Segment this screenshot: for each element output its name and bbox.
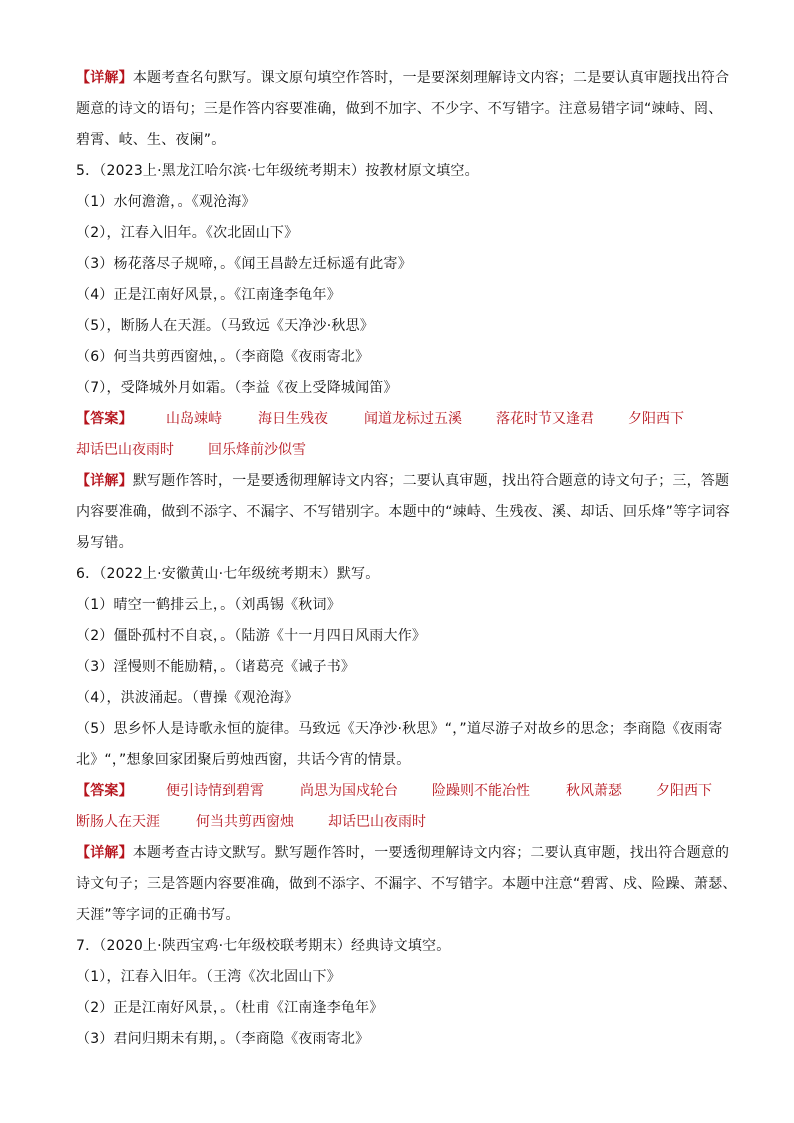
q6-answer-5: 夕阳西下	[656, 783, 712, 799]
q6-item-5-cont: 北》“，”想象回家团聚后剪烛西窗，共话今宵的情景。	[76, 752, 411, 768]
q6-answer-2: 尚思为国戍轮台	[300, 783, 398, 799]
q6-answer-6: 断肠人在天涯	[76, 814, 160, 830]
q6-item-3: （3）淫慢则不能励精，。（诸葛亮《诫子书》	[76, 659, 356, 675]
q7-title: 7．（2020上·陕西宝鸡·七年级校联考期末）经典诗文填空。	[76, 938, 451, 954]
q5-answer-tag: 【答案】	[76, 411, 133, 427]
q6-answer-3: 险躁则不能冶性	[432, 783, 530, 799]
q6-answer-4: 秋风萧瑟	[566, 783, 622, 799]
q5-detail-line-3: 易写错。	[76, 535, 133, 551]
q4-detail-line-3: 碧霄、岐、生、夜阑”。	[76, 132, 226, 148]
q5-title: 5．（2023上·黑龙江哈尔滨·七年级统考期末）按教材原文填空。	[76, 163, 479, 179]
q5-answer-6: 却话巴山夜雨时	[76, 442, 174, 458]
q6-item-1: （1）晴空一鹤排云上，。（刘禹锡《秋词》	[76, 597, 341, 613]
q5-detail-line-2: 内容要准确，做到不添字、不漏字、不写错别字。本题中的“竦峙、生残夜、溪、却话、回乐烽”等字词容	[76, 504, 730, 520]
q6-item-5: （5）思乡怀人是诗歌永恒的旋律。马致远《天净沙·秋思》“，”道尽游子对故乡的思念；李商隐《夜雨寄	[76, 721, 723, 737]
q7-item-1: （1），江春入旧年。（王湾《次北固山下》	[76, 969, 341, 985]
q7-item-3: （3）君问归期未有期，。（李商隐《夜雨寄北》	[76, 1031, 370, 1047]
q5-item-2: （2），江春入旧年。《次北固山下》	[76, 225, 299, 241]
q6-answer-7: 何当共剪西窗烛	[196, 814, 294, 830]
q6-answer-1: 便引诗情到碧霄	[166, 783, 264, 799]
detail-tag: 【详解】	[76, 70, 133, 86]
q6-answer-tag: 【答案】	[76, 783, 133, 799]
q6-answer-8: 却话巴山夜雨时	[328, 814, 426, 830]
q5-detail-line-1: 【详解】默写题作答时，一是要透彻理解诗文内容；二要认真审题，找出符合题意的诗文句子；三，答题	[76, 473, 730, 489]
q6-item-4: （4），洪波涌起。（曹操《观沧海》	[76, 690, 299, 706]
q5-item-7: （7），受降城外月如霜。（李益《夜上受降城闻笛》	[76, 380, 398, 396]
q4-detail-line-2: 题意的诗文的语句；三是作答内容要准确，做到不加字、不少字、不写错字。注意易错字词“竦峙、罔、	[76, 101, 723, 117]
q5-answer-5: 夕阳西下	[628, 411, 684, 427]
q5-answer-2: 海日生残夜	[258, 411, 328, 427]
q5-item-6: （6）何当共剪西窗烛，。（李商隐《夜雨寄北》	[76, 349, 370, 365]
q6-title: 6．（2022上·安徽黄山·七年级统考期末）默写。	[76, 566, 380, 582]
q7-item-2: （2）正是江南好风景，。（杜甫《江南逢李龟年》	[76, 1000, 384, 1016]
q6-item-2: （2）僵卧孤村不自哀，。（陆游《十一月四日风雨大作》	[76, 628, 427, 644]
q5-answer-1: 山岛竦峙	[166, 411, 222, 427]
q5-item-3: （3）杨花落尽子规啼，。《闻王昌龄左迁标遥有此寄》	[76, 256, 412, 272]
q5-answer-7: 回乐烽前沙似雪	[208, 442, 306, 458]
q5-answer-3: 闻道龙标过五溪	[364, 411, 462, 427]
q6-detail-line-3: 天涯”等字词的正确书写。	[76, 907, 240, 923]
q6-detail-line-1: 【详解】本题考查古诗文默写。默写题作答时，一要透彻理解诗文内容；二要认真审题，找出符合题意的	[76, 845, 730, 861]
q6-detail-line-2: 诗文句子；三是答题内容要准确，做到不添字、不漏字、不写错字。本题中注意“碧霄、戍、险躁、萧瑟、	[76, 876, 737, 892]
q5-item-1: （1）水何澹澹，。《观沧海》	[76, 194, 256, 210]
q5-item-5: （5），断肠人在天涯。（马致远《天净沙·秋思》	[76, 318, 374, 334]
q5-answer-4: 落花时节又逢君	[496, 411, 594, 427]
q5-item-4: （4）正是江南好风景，。《江南逢李龟年》	[76, 287, 341, 303]
q4-detail-line-1: 【详解】本题考查名句默写。课文原句填空作答时，一是要深刻理解诗文内容；二是要认真审题找出符合	[76, 70, 730, 86]
